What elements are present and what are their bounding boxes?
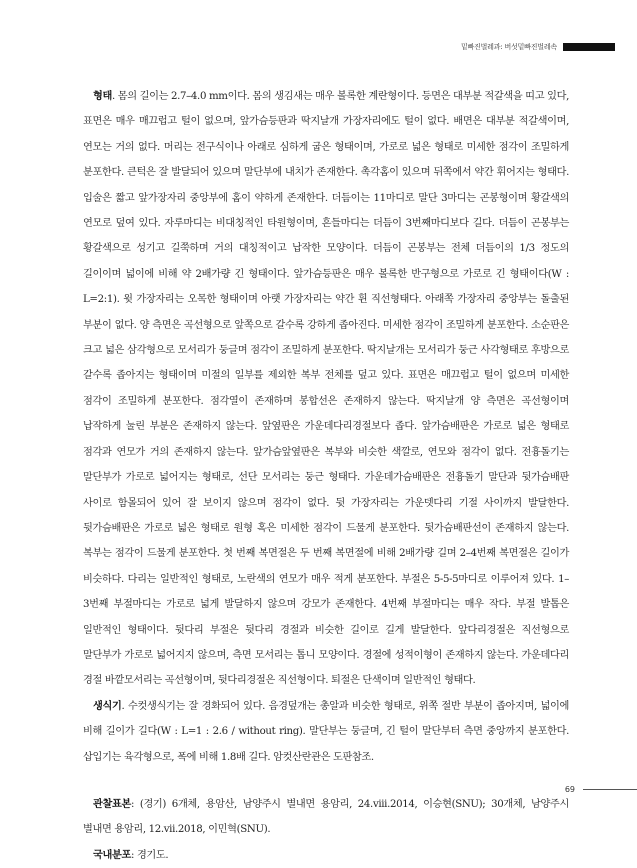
distribution-label: 국내분포 bbox=[93, 848, 131, 861]
genitalia-paragraph bbox=[83, 694, 569, 770]
footer-rule bbox=[583, 789, 637, 790]
specimens-text: : (경기) 6개체, 용암산, 남양주시 별내면 용암리, 24.viii.2014, 이승현(SNU); 30개체, 남양주시 별내면 용암리, 12.vii.2018, 이민혁(SNU). bbox=[83, 798, 569, 836]
main-content bbox=[83, 84, 569, 868]
section-gap bbox=[83, 770, 569, 792]
header-bar bbox=[563, 43, 615, 51]
page-footer bbox=[565, 785, 637, 794]
distribution-text: : 경기도. bbox=[130, 849, 169, 861]
form-text: . 몸의 길이는 2.7–4.0 mm이다. 몸의 생김새는 매우 볼록한 계란형이다. 등면은 대부분 적갈색을 띠고 있다, 표면은 매우 매끄럽고 털이 없으며, 앞가슴등판과 딱지날개 가장자리에도 털이 없다. 배면은 대부분 적갈색이며, 연모는 거의 없다. 머리는 전구식이나 아래로 심하게 굽은 형태이며, 가로로 넓은 형태로 미세한 점각이 조밀하게 분포한다. 큰턱은 잘 발달되어 있으며 말단부에 내치가 존재한다. 촉각홈이 있으며 뒤쪽에서 약간 휘어지는 형태다. 입술은 짧고 앞가장자리 중앙부에 홈이 약하게 존재한다. 더듬이는 11마디로 말단 3마디는 곤봉형이며 황갈색의 연모로 덮여 있다. 자루마디는 비대칭적인 타원형이며, 흔들마디는 더듬이 3번째마디보다 길다. 더듬이 곤봉부는 황갈색으로 성기고 길쭉하며 거의 대칭적이고 납작한 모양이다. 더듬이 곤봉부는 전체 더듬이의 1/3 정도의 길이이며 넓이에 비해 약 2배가량 긴 형태이다. 앞가슴등판은 매우 볼록한 반구형으로 가로로 긴 형태이다(W : L=2:1). 윗 가장자리는 오목한 형태이며 아랫 가장자리는 약간 휜 직선형태다. 아래쪽 가장자리 중앙부는 돌출된 부분이 없다. 양 측면은 곡선형으로 앞쪽으로 갈수록 강하게 좁아진다. 미세한 점각이 조밀하게 분포한다. 소순판은 크고 넓은 삼각형으로 모서리가 둥글며 점각이 조밀하게 분포한다. 딱지날개는 모서리가 둥근 사각형태로 후방으로 갈수록 좁아지는 형태이며 미절의 일부를 제외한 복부 전체를 덮고 있다. 표면은 매끄럽고 털이 없으며 미세한 점각이 조밀하게 분포한다. 점각열이 존재하며 봉합선은 존재하지 않는다. 딱지날개 양 측면은 곡선형이며 납작하게 눌린 부분은 존재하지 않는다. 앞옆판은 가운데다리경절보다 좁다. 앞가슴배판은 가로로 넓은 형태로 점각과 연모가 거의 존재하지 않는다. 앞가슴앞옆판은 복부와 비슷한 색깔로, 연모와 점각이 없다. 전흉돌기는 말단부가 가로로 넓어지는 형태로, 선단 모서리는 둥근 형태다. 가운데가슴배판은 전흉돌기 말단과 뒷가슴배판 사이로 함몰되어 있어 잘 보이지 않으며 점각이 없다. 뒷 가장자리는 가운뎃다리 기절 사이까지 발달한다. 뒷가슴배판은 가로로 넓은 형태로 원형 혹은 미세한 점각이 드물게 분포한다. 뒷가슴배판선이 존재하지 않는다. 복부는 점각이 드물게 분포한다. 첫 번째 복면절은 두 번째 복면절에 비해 2배가량 길며 2–4번째 복면절은 길이가 비슷하다. 다리는 일반적인 형태로, 노란색의 연모가 매우 적게 분포한다. 부절은 5-5-5마디로 이루어져 있다. 1–3번째 부절마디는 가로로 넓게 발달하지 않으며 강모가 존재한다. 4번째 부절마디는 매우 작다. 부절 발톱은 일반적인 형태이다. 뒷다리 부절은 뒷다리 경절과 비슷한 길이로 길게 발달한다. 앞다리경절은 직선형으로 말단부가 가로로 넓어지지 않으며, 측면 모서리는 톱니 모양이다. 경절에 성적이형이 존재하지 않는다. 가운데다리 경절 바깥모서리는 곡선형이며, 뒷다리경절은 직선형이다. 퇴절은 단색이며 일반적인 형태다. bbox=[83, 91, 569, 687]
genitalia-label: 생식기 bbox=[93, 699, 122, 712]
form-paragraph bbox=[83, 84, 569, 694]
page-number: 69 bbox=[564, 785, 575, 794]
distribution-paragraph bbox=[83, 843, 569, 868]
specimens-label: 관찰표본 bbox=[93, 797, 131, 810]
form-label: 형태 bbox=[93, 90, 112, 102]
genitalia-text: . 수컷생식기는 잘 경화되어 있다. 음경덮개는 총알과 비슷한 형태로, 위쪽 절반 부분이 좁아지며, 넓이에 비해 길이가 길다(W : L=1 : 2.6 / without ring). 말단부는 둥글며, 긴 털이 말단부터 측면 중앙까지 분포한다. 삽입기는 육각형으로, 폭에 비해 1.8배 길다. 암컷산란관은 도판참조. bbox=[83, 700, 569, 763]
running-header bbox=[461, 41, 615, 53]
running-title: 밑빠진벌레과: 버섯밑빠진벌레속 bbox=[460, 43, 557, 51]
specimens-paragraph bbox=[83, 792, 569, 843]
